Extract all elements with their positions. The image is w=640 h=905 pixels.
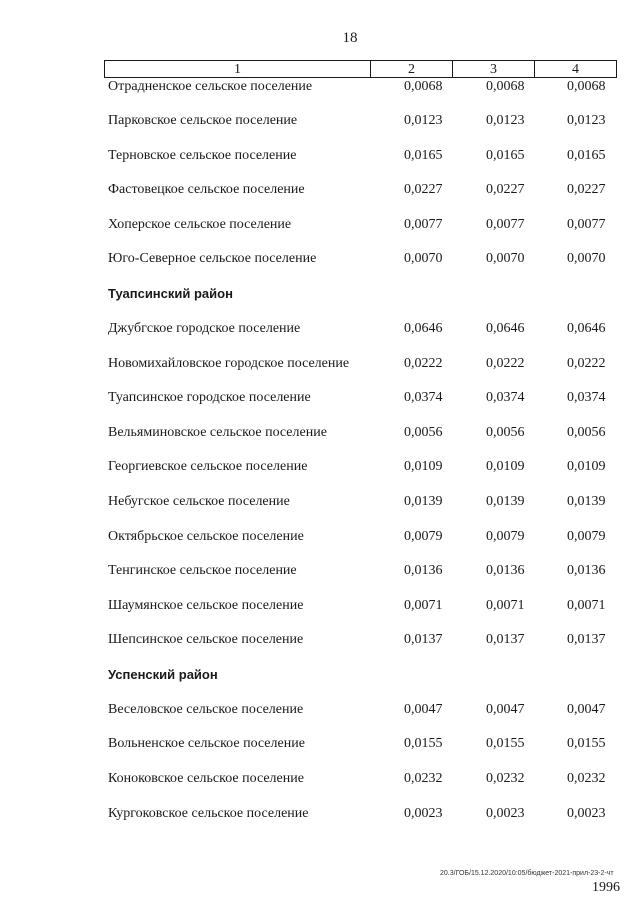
district-name: Успенский район — [108, 667, 218, 682]
table-row — [0, 806, 640, 828]
value-col-4: 0,0109 — [567, 459, 606, 474]
value-col-3: 0,0137 — [486, 632, 525, 647]
value-col-4: 0,0155 — [567, 736, 606, 751]
value-col-3: 0,0077 — [486, 217, 525, 232]
settlement-name: Тенгинское сельское поселение — [108, 563, 297, 578]
value-col-3: 0,0165 — [486, 148, 525, 163]
value-col-2: 0,0139 — [404, 494, 443, 509]
table-row — [0, 459, 640, 481]
value-col-2: 0,0136 — [404, 563, 443, 578]
header-col-2: 2 — [371, 61, 453, 77]
table-row — [0, 113, 640, 135]
value-col-3: 0,0222 — [486, 356, 525, 371]
value-col-4: 0,0137 — [567, 632, 606, 647]
value-col-4: 0,0077 — [567, 217, 606, 232]
value-col-3: 0,0139 — [486, 494, 525, 509]
settlement-name: Юго-Северное сельское поселение — [108, 251, 317, 266]
table-row — [0, 494, 640, 516]
value-col-3: 0,0123 — [486, 113, 525, 128]
table-row — [0, 736, 640, 758]
settlement-name: Вольненское сельское поселение — [108, 736, 305, 751]
table-row — [0, 182, 640, 204]
settlement-name: Отрадненское сельское поселение — [108, 79, 313, 94]
value-col-4: 0,0165 — [567, 148, 606, 163]
value-col-4: 0,0222 — [567, 356, 606, 371]
value-col-3: 0,0068 — [486, 79, 525, 94]
table-row — [0, 390, 640, 412]
value-col-2: 0,0070 — [404, 251, 443, 266]
value-col-3: 0,0232 — [486, 771, 525, 786]
value-col-4: 0,0047 — [567, 702, 606, 717]
page-number: 18 — [342, 30, 358, 46]
district-name: Туапсинский район — [108, 286, 233, 301]
value-col-4: 0,0056 — [567, 425, 606, 440]
value-col-4: 0,0646 — [567, 321, 606, 336]
table-row — [0, 148, 640, 170]
table-row — [0, 563, 640, 585]
settlement-name: Шепсинское сельское поселение — [108, 632, 304, 647]
settlement-name: Небугское сельское поселение — [108, 494, 290, 509]
value-col-2: 0,0165 — [404, 148, 443, 163]
settlement-name: Новомихайловское городское поселение — [108, 356, 350, 371]
value-col-2: 0,0155 — [404, 736, 443, 751]
value-col-2: 0,0056 — [404, 425, 443, 440]
value-col-4: 0,0071 — [567, 598, 606, 613]
table-row — [0, 251, 640, 273]
value-col-2: 0,0374 — [404, 390, 443, 405]
district-heading-row — [0, 286, 640, 308]
table-row — [0, 321, 640, 343]
header-col-1: 1 — [105, 61, 371, 77]
settlement-name: Джубгское городское поселение — [108, 321, 301, 336]
table-header — [104, 60, 617, 78]
value-col-3: 0,0047 — [486, 702, 525, 717]
value-col-2: 0,0646 — [404, 321, 443, 336]
value-col-2: 0,0232 — [404, 771, 443, 786]
document-reference: 20.3/ГОБ/15.12.2020/10:05/бюджет-2021-прил-23-2-чт — [440, 870, 614, 877]
district-heading-row — [0, 667, 640, 689]
value-col-3: 0,0374 — [486, 390, 525, 405]
value-col-2: 0,0123 — [404, 113, 443, 128]
value-col-3: 0,0056 — [486, 425, 525, 440]
settlement-name: Туапсинское городское поселение — [108, 390, 311, 405]
settlement-name: Георгиевское сельское поселение — [108, 459, 308, 474]
value-col-2: 0,0137 — [404, 632, 443, 647]
table-row — [0, 598, 640, 620]
value-col-3: 0,0071 — [486, 598, 525, 613]
table-row — [0, 632, 640, 654]
table-row — [0, 79, 640, 101]
value-col-4: 0,0232 — [567, 771, 606, 786]
value-col-2: 0,0047 — [404, 702, 443, 717]
value-col-3: 0,0023 — [486, 806, 525, 821]
value-col-2: 0,0109 — [404, 459, 443, 474]
value-col-3: 0,0070 — [486, 251, 525, 266]
value-col-4: 0,0079 — [567, 529, 606, 544]
settlement-name: Кургоковское сельское поселение — [108, 806, 309, 821]
table-row — [0, 771, 640, 793]
value-col-4: 0,0123 — [567, 113, 606, 128]
value-col-3: 0,0109 — [486, 459, 525, 474]
settlement-name: Фастовецкое сельское поселение — [108, 182, 305, 197]
value-col-2: 0,0077 — [404, 217, 443, 232]
header-col-3: 3 — [453, 61, 535, 77]
settlement-name: Терновское сельское поселение — [108, 148, 297, 163]
value-col-3: 0,0136 — [486, 563, 525, 578]
value-col-4: 0,0139 — [567, 494, 606, 509]
table-row — [0, 702, 640, 724]
value-col-2: 0,0023 — [404, 806, 443, 821]
settlement-name: Хоперское сельское поселение — [108, 217, 292, 232]
value-col-2: 0,0071 — [404, 598, 443, 613]
value-col-4: 0,0068 — [567, 79, 606, 94]
settlement-name: Шаумянское сельское поселение — [108, 598, 304, 613]
table-row — [0, 356, 640, 378]
value-col-3: 0,0079 — [486, 529, 525, 544]
value-col-4: 0,0374 — [567, 390, 606, 405]
value-col-2: 0,0079 — [404, 529, 443, 544]
value-col-4: 0,0070 — [567, 251, 606, 266]
value-col-2: 0,0227 — [404, 182, 443, 197]
settlement-name: Парковское сельское поселение — [108, 113, 298, 128]
settlement-name: Вельяминовское сельское поселение — [108, 425, 327, 440]
value-col-3: 0,0155 — [486, 736, 525, 751]
settlement-name: Коноковское сельское поселение — [108, 771, 304, 786]
table-row — [0, 425, 640, 447]
value-col-4: 0,0023 — [567, 806, 606, 821]
value-col-3: 0,0227 — [486, 182, 525, 197]
table-row — [0, 217, 640, 239]
value-col-4: 0,0136 — [567, 563, 606, 578]
value-col-2: 0,0068 — [404, 79, 443, 94]
value-col-4: 0,0227 — [567, 182, 606, 197]
header-col-4: 4 — [572, 62, 579, 77]
value-col-2: 0,0222 — [404, 356, 443, 371]
sheet-number: 1996 — [592, 880, 620, 895]
table-row — [0, 529, 640, 551]
settlement-name: Октябрьское сельское поселение — [108, 529, 304, 544]
value-col-3: 0,0646 — [486, 321, 525, 336]
settlement-name: Веселовское сельское поселение — [108, 702, 304, 717]
